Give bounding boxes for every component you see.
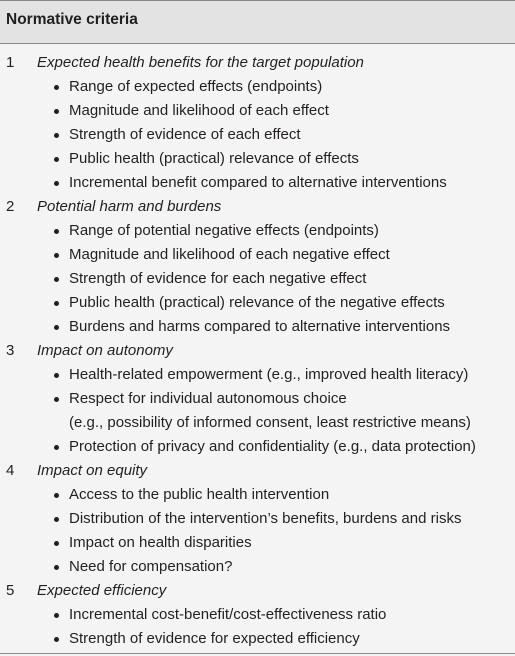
list-item [0, 435, 515, 459]
criterion-number: 1 [6, 54, 15, 71]
list-item-text: Impact on health disparities [69, 534, 252, 551]
list-item-text: Public health (practical) relevance of the negative effects [69, 294, 445, 311]
criterion-row [0, 339, 515, 363]
list-item [0, 75, 515, 99]
list-item-text: Incremental cost-benefit/cost-effectiveness ratio [69, 606, 387, 623]
list-item-text: Access to the public health intervention [69, 486, 330, 503]
bullet-icon [54, 229, 59, 234]
bullet-icon [54, 637, 59, 642]
list-item [0, 387, 515, 411]
table-header [0, 0, 515, 44]
bullet-icon [54, 373, 59, 378]
bullet-icon [54, 109, 59, 114]
list-item-continuation [0, 411, 515, 435]
list-item-text: Public health (practical) relevance of effects [69, 150, 359, 167]
bullet-icon [54, 565, 59, 570]
criterion-number: 5 [6, 582, 15, 599]
bullet-icon [54, 613, 59, 618]
bullet-icon [54, 445, 59, 450]
bullet-icon [54, 397, 59, 402]
bullet-icon [54, 277, 59, 282]
list-item [0, 243, 515, 267]
criterion-row [0, 459, 515, 483]
list-item-text: Distribution of the intervention’s benefits, burdens and risks [69, 510, 462, 527]
list-item-text: Health-related empowerment (e.g., improved health literacy) [69, 366, 469, 383]
list-item [0, 267, 515, 291]
bullet-icon [54, 253, 59, 258]
list-item-text: Respect for individual autonomous choice [69, 390, 347, 407]
list-item [0, 627, 515, 651]
criterion-title: Impact on equity [37, 462, 148, 479]
criterion-row [0, 51, 515, 75]
list-item-text: (e.g., possibility of informed consent, least restrictive means) [69, 414, 471, 431]
list-item-text: Range of potential negative effects (endpoints) [69, 222, 379, 239]
criterion-number: 4 [6, 462, 15, 479]
list-item-text: Strength of evidence of each effect [69, 126, 301, 143]
criterion-row [0, 579, 515, 603]
list-item-text: Protection of privacy and confidentiality (e.g., data protection) [69, 438, 476, 455]
bullet-icon [54, 325, 59, 330]
criterion-title: Potential harm and burdens [37, 198, 222, 215]
list-item-text: Burdens and harms compared to alternative interventions [69, 318, 451, 335]
bullet-icon [54, 541, 59, 546]
list-item [0, 507, 515, 531]
list-item-text: Incremental benefit compared to alternative interventions [69, 174, 447, 191]
list-item-text: Magnitude and likelihood of each negative effect [69, 246, 390, 263]
list-item-text: Need for compensation? [69, 558, 233, 575]
list-item [0, 219, 515, 243]
table-body [0, 44, 515, 651]
bullet-icon [54, 181, 59, 186]
bullet-icon [54, 493, 59, 498]
list-item [0, 603, 515, 627]
bullet-icon [54, 133, 59, 138]
list-item [0, 147, 515, 171]
list-item [0, 123, 515, 147]
bottom-rule [0, 653, 515, 654]
list-item-text: Strength of evidence for expected efficiency [69, 630, 360, 647]
list-item [0, 555, 515, 579]
criterion-number: 2 [6, 198, 15, 215]
list-item-text: Range of expected effects (endpoints) [69, 78, 323, 95]
table-header-title: Normative criteria [6, 11, 138, 28]
list-item [0, 483, 515, 507]
criterion-row [0, 195, 515, 219]
bullet-icon [54, 157, 59, 162]
bullet-icon [54, 517, 59, 522]
bullet-icon [54, 301, 59, 306]
list-item [0, 531, 515, 555]
list-item [0, 171, 515, 195]
criterion-title: Impact on autonomy [37, 342, 173, 359]
list-item-text: Magnitude and likelihood of each effect [69, 102, 329, 119]
list-item [0, 99, 515, 123]
list-item [0, 363, 515, 387]
list-item [0, 315, 515, 339]
criterion-number: 3 [6, 342, 15, 359]
bullet-icon [54, 85, 59, 90]
list-item-text: Strength of evidence for each negative effect [69, 270, 367, 287]
criterion-title: Expected health benefits for the target population [37, 54, 364, 71]
criterion-title: Expected efficiency [37, 582, 167, 599]
list-item [0, 291, 515, 315]
